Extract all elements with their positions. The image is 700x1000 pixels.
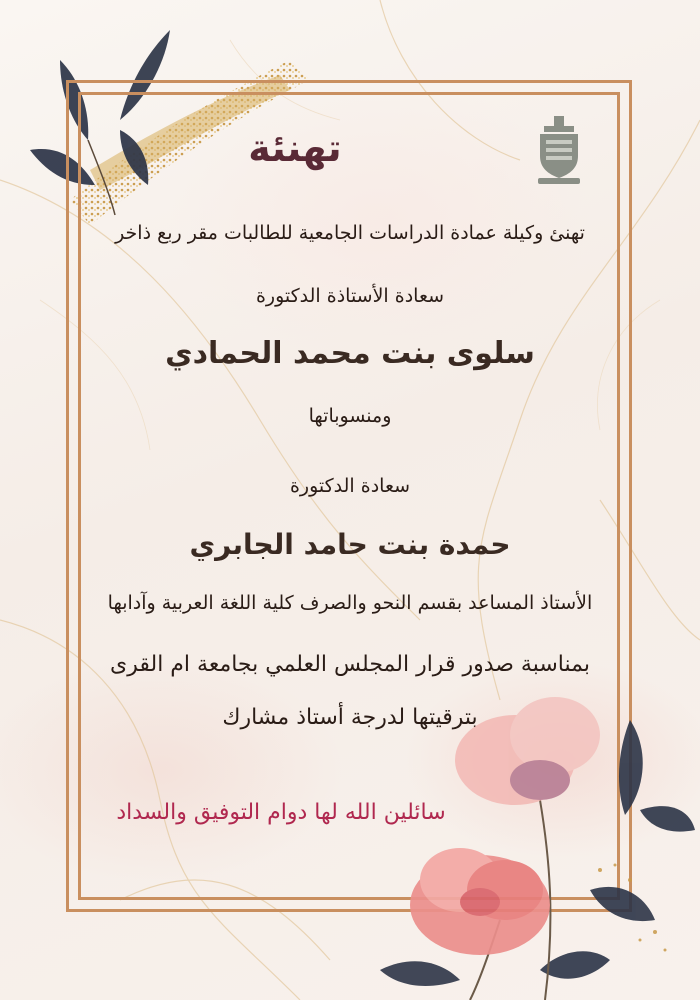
honorific-1: سعادة الأستاذة الدكتورة: [255, 285, 445, 307]
honorific-2: سعادة الدكتورة: [289, 475, 411, 497]
position-line: الأستاذ المساعد بقسم النحو والصرف كلية اللغة العربية وآدابها: [107, 592, 593, 614]
card-title: تهنئة: [248, 126, 342, 170]
occasion-line: بمناسبة صدور قرار المجلس العلمي بجامعة ام القرى: [110, 652, 590, 677]
intro-line: تهنئ وكيلة عمادة الدراسات الجامعية للطالبات مقر ربع ذاخر: [115, 222, 585, 244]
watercolor-flowers-icon: [340, 640, 700, 1000]
recipient-name-1: سلوى بنت محمد الحمادي: [165, 336, 535, 371]
university-emblem-icon: [534, 112, 584, 190]
promotion-line: بترقيتها لدرجة أستاذ مشارك: [222, 705, 478, 730]
connector-line: ومنسوباتها: [308, 405, 392, 427]
recipient-name-2: حمدة بنت حامد الجابري: [189, 528, 511, 561]
prayer-line: سائلين الله لها دوام التوفيق والسداد: [116, 800, 446, 825]
